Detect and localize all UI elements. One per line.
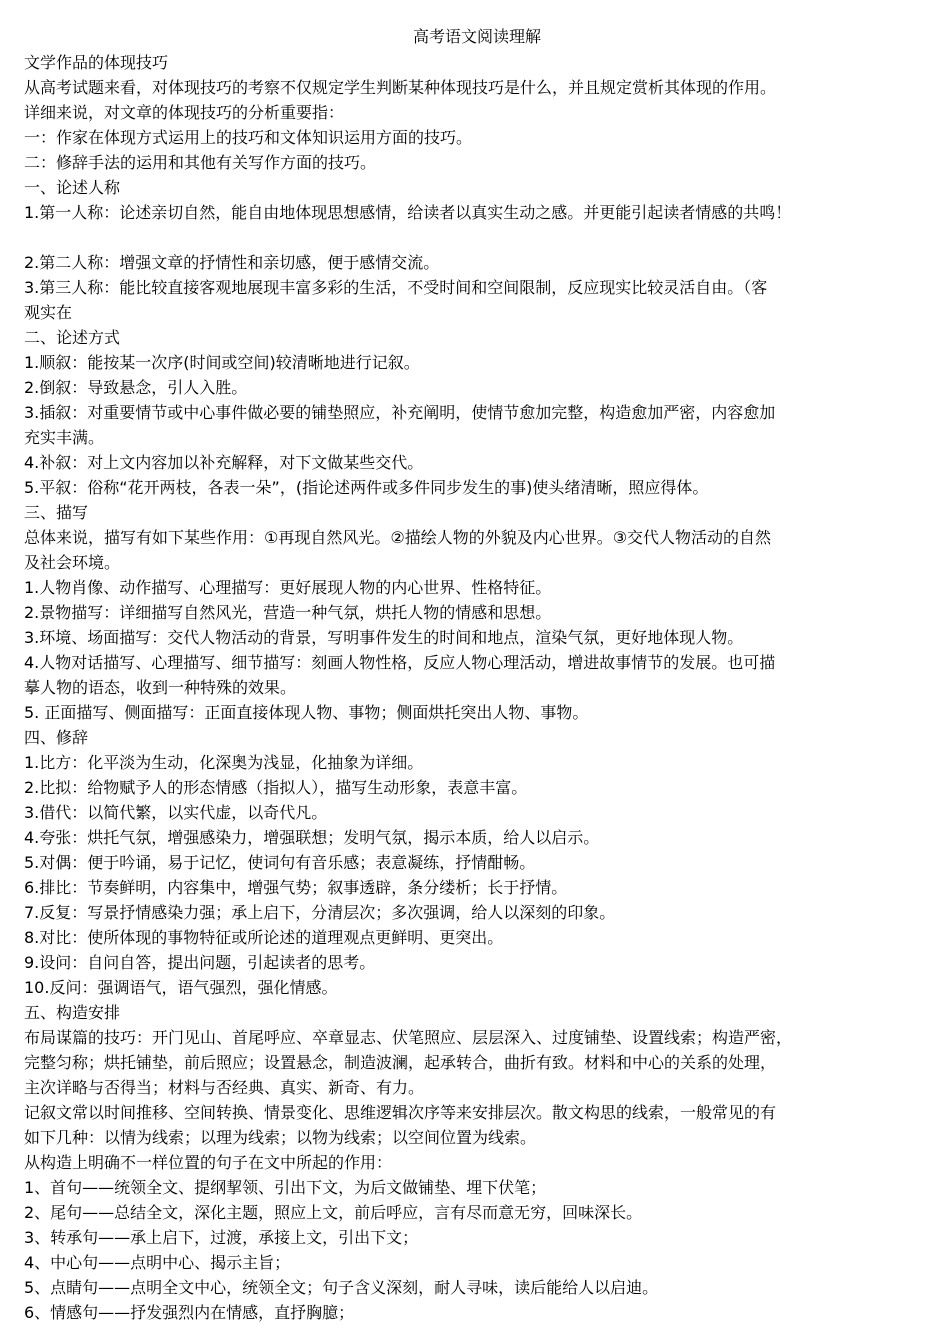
text-line: 5、点睛句——点明全文中心，统领全文；句子含义深刻，耐人寻味，读后能给人以启迪。 [24, 1278, 659, 1297]
text-line: 2.景物描写：详细描写自然风光，营造一种气氛，烘托人物的情感和思想。 [24, 603, 552, 622]
text-line: 二：修辞手法的运用和其他有关写作方面的技巧。 [24, 153, 377, 172]
blank-line [24, 225, 930, 250]
document-body [24, 50, 930, 1325]
text-line: 摹人物的语态，收到一种特殊的效果。 [24, 678, 297, 697]
text-line: 1.第一人称：论述亲切自然，能自由地体现思想感情，给读者以真实生动之感。并更能引起读者情感的共鸣！ [24, 203, 792, 222]
text-line: 4、中心句——点明中心、揭示主旨； [24, 1253, 291, 1272]
text-line: 五、构造安排 [24, 1003, 121, 1022]
text-line: 完整匀称；烘托铺垫，前后照应；设置悬念，制造波澜，起承转合，曲折有致。材料和中心的关系的处理， [24, 1053, 777, 1072]
text-line: 详细来说，对文章的体现技巧的分析重要指： [24, 103, 345, 122]
text-line: 一、论述人称 [24, 178, 121, 197]
text-line: 一：作家在体现方式运用上的技巧和文体知识运用方面的技巧。 [24, 128, 473, 147]
text-line: 1.人物肖像、动作描写、心理描写：更好展现人物的内心世界、性格特征。 [24, 578, 552, 597]
text-line: 从构造上明确不一样位置的句子在文中所起的作用： [24, 1153, 393, 1172]
text-line: 5.对偶：便于吟诵，易于记忆，使词句有音乐感；表意凝练，抒情酣畅。 [24, 853, 536, 872]
text-line: 5. 正面描写、侧面描写：正面直接体现人物、事物；侧面烘托突出人物、事物。 [24, 703, 589, 722]
document-title: 高考语文阅读理解 [412, 27, 541, 46]
text-line: 主次详略与否得当；材料与否经典、真实、新奇、有力。 [24, 1078, 425, 1097]
text-line: 文学作品的体现技巧 [24, 53, 169, 72]
document-page [24, 0, 930, 1325]
text-line: 3.环境、场面描写：交代人物活动的背景，写明事件发生的时间和地点，渲染气氛，更好地体现人物。 [24, 628, 744, 647]
text-line: 2.第二人称：增强文章的抒情性和亲切感，便于感情交流。 [24, 253, 440, 272]
text-line: 6.排比：节奏鲜明，内容集中，增强气势；叙事透辟，条分缕析；长于抒情。 [24, 878, 568, 897]
text-line: 及社会环境。 [24, 553, 121, 572]
text-line: 总体来说，描写有如下某些作用：①再现自然风光。②描绘人物的外貌及内心世界。③交代人物活动的自然 [24, 528, 772, 547]
text-line: 4.夸张：烘托气氛，增强感染力，增强联想；发明气氛，揭示本质，给人以启示。 [24, 828, 600, 847]
text-line: 7.反复：写景抒情感染力强；承上启下，分清层次；多次强调，给人以深刻的印象。 [24, 903, 616, 922]
text-line: 4.补叙：对上文内容加以补充解释，对下文做某些交代。 [24, 453, 424, 472]
text-line: 1、首句——统领全文、提纲挈领、引出下文，为后文做铺垫、埋下伏笔； [24, 1178, 547, 1197]
text-line: 2.倒叙：导致悬念，引人入胜。 [24, 378, 248, 397]
text-line: 10.反问：强调语气，语气强烈，强化情感。 [24, 978, 338, 997]
text-line: 充实丰满。 [24, 428, 105, 447]
text-line: 4.人物对话描写、心理描写、细节描写：刻画人物性格，反应人物心理活动，增进故事情节的发展。也可描 [24, 653, 776, 672]
text-line: 5.平叙：俗称“花开两枝，各表一朵”，(指论述两件或多件同步发生的事)使头绪清晰，照应得体。 [24, 478, 709, 497]
text-line: 二、论述方式 [24, 328, 121, 347]
text-line: 三、描写 [24, 503, 89, 522]
text-line: 从高考试题来看，对体现技巧的考察不仅规定学生判断某种体现技巧是什么，并且规定赏析其体现的作用。 [24, 78, 777, 97]
text-line: 3、转承句——承上启下，过渡，承接上文，引出下文； [24, 1228, 419, 1247]
text-line: 1.比方：化平淡为生动，化深奥为浅显，化抽象为详细。 [24, 753, 424, 772]
text-line: 观实在 [24, 303, 73, 322]
text-line: 3.插叙：对重要情节或中心事件做必要的铺垫照应，补充阐明，使情节愈加完整，构造愈加严密，内容愈加 [24, 403, 776, 422]
text-line: 四、修辞 [24, 728, 89, 747]
text-line: 9.设问：自问自答，提出问题，引起读者的思考。 [24, 953, 376, 972]
text-line: 1.顺叙：能按某一次序(时间或空间)较清晰地进行记叙。 [24, 353, 420, 372]
text-line: 2、尾句——总结全文，深化主题，照应上文，前后呼应，言有尽而意无穷，回味深长。 [24, 1203, 643, 1222]
text-line: 8.对比：使所体现的事物特征或所论述的道理观点更鲜明、更突出。 [24, 928, 504, 947]
text-line: 如下几种：以情为线索；以理为线索；以物为线索；以空间位置为线索。 [24, 1128, 537, 1147]
text-line: 3.第三人称：能比较直接客观地展现丰富多彩的生活，不受时间和空间限制，反应现实比较灵活自由。（客 [24, 278, 768, 297]
text-line: 3.借代：以简代繁，以实代虚，以奇代凡。 [24, 803, 328, 822]
text-line: 6、情感句——抒发强烈内在情感，直抒胸臆； [24, 1303, 355, 1322]
text-line: 记叙文常以时间推移、空间转换、情景变化、思维逻辑次序等来安排层次。散文构思的线索，一般常见的有 [24, 1103, 777, 1122]
text-line: 2.比拟：给物赋予人的形态情感（指拟人），描写生动形象，表意丰富。 [24, 778, 528, 797]
text-line: 布局谋篇的技巧：开门见山、首尾呼应、卒章显志、伏笔照应、层层深入、过度铺垫、设置线索；构造严密， [24, 1028, 793, 1047]
